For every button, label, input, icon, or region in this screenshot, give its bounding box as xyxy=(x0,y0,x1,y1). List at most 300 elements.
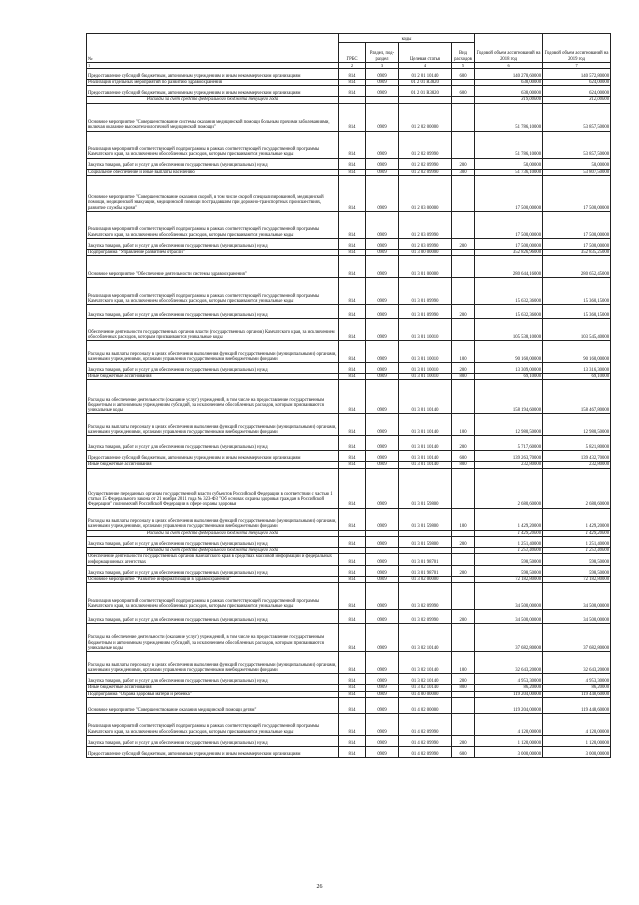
row-amount-2019: 34 500,00000 xyxy=(543,610,611,624)
row-grbs: 814 xyxy=(339,565,366,576)
row-target-article: 01 3 02 00000 xyxy=(399,576,452,582)
row-amount-2019: 17 500,00000 xyxy=(543,238,611,249)
year-2019-header: Годовой объем ассигнований на 2019 год xyxy=(543,34,611,63)
row-grbs: 814 xyxy=(339,583,366,610)
row-target-article: 01 3 02 10140 xyxy=(399,674,452,685)
table-row xyxy=(87,278,611,305)
row-expense-type: 200 xyxy=(452,436,475,451)
row-amount-2019: 15 360,15000 xyxy=(543,305,611,319)
table-row xyxy=(87,468,611,508)
row-expense-type: 200 xyxy=(452,610,475,624)
row-expense-type xyxy=(452,554,475,566)
row-section: 0909 xyxy=(366,583,399,610)
row-amount-2019: 598,50000 xyxy=(543,554,611,566)
row-expense-type: 200 xyxy=(452,537,475,548)
row-section: 0909 xyxy=(366,691,399,697)
row-section: 0909 xyxy=(366,69,399,80)
row-name: Основное мероприятие "Обеспечение деятельности системы здравоохранения" xyxy=(87,256,339,278)
row-section: 0909 xyxy=(366,624,399,652)
row-target-article: 01 4 00 00000 xyxy=(399,691,452,697)
row-grbs: 814 xyxy=(339,380,366,414)
table-row xyxy=(87,451,611,462)
row-amount-2018: 638,00000 xyxy=(475,86,543,97)
row-name: Расходы на выплаты персоналу в целях обеспечения выполнения функций государственными (муниципальными) органами, казенными учреждениями, органами управления государственными внебюджетными фондами xyxy=(87,508,339,530)
row-target-article: 01 3 01 10010 xyxy=(399,363,452,374)
row-expense-type: 600 xyxy=(452,746,475,757)
row-target-article: 01 3 01 59800 xyxy=(399,468,452,508)
row-target-article: 01 4 02 09990 xyxy=(399,746,452,757)
row-name: Основное мероприятие "Развитие информатизации в здравоохранении" xyxy=(87,576,339,582)
table-row xyxy=(87,380,611,414)
row-expense-type: 100 xyxy=(452,341,475,363)
row-amount-2019: 53 857,50000 xyxy=(543,103,611,131)
row-target-article: 01 3 00 00000 xyxy=(399,249,452,255)
row-target-article: 01 2 02 00000 xyxy=(399,103,452,131)
row-name: Закупка товаров, работ и услуг для обеспечения государственных (муниципальных) нужд xyxy=(87,735,339,746)
row-amount-2019: 598,50000 xyxy=(543,565,611,576)
row-section: 0909 xyxy=(366,158,399,169)
table-row xyxy=(87,80,611,86)
table-row xyxy=(87,713,611,735)
row-section: 0909 xyxy=(366,380,399,414)
row-name: Расходы на выплаты персоналу в целях обеспечения выполнения функций государственными (муниципальными) органами, казенными учреждениями, органами управления государственными внебюджетными фондами xyxy=(87,414,339,436)
row-grbs: 814 xyxy=(339,508,366,530)
table-row xyxy=(87,537,611,548)
row-name: Обеспечение деятельности государственных органов Камчатского края в средствах массовой информации и федеральных информационных агентствах xyxy=(87,554,339,566)
row-target-article: 01 2 02 09990 xyxy=(399,131,452,158)
row-amount-2019: 90 160,00000 xyxy=(543,341,611,363)
row-target-article: 01 3 01 10140 xyxy=(399,414,452,436)
row-name: Расходы за счет средств федерального бюджета текущего года xyxy=(87,548,339,554)
row-name: Реализация мероприятий соответствующей подпрограммы в рамках соответствующей государственной программы Камчатского края, за исключением обособленных расходов, которым присваиваются уникальные коды xyxy=(87,131,339,158)
row-amount-2019: 158 467,80000 xyxy=(543,380,611,414)
row-section: 0909 xyxy=(366,249,399,255)
row-amount-2018: 17 500,00000 xyxy=(475,238,543,249)
column-index: 7 xyxy=(543,63,611,69)
row-expense-type: 600 xyxy=(452,451,475,462)
row-amount-2019: 86,20000 xyxy=(543,685,611,691)
row-target-article: 01 4 02 00000 xyxy=(399,697,452,713)
row-amount-2018: 2 680,60000 xyxy=(475,468,543,508)
table-row xyxy=(87,238,611,249)
row-section: 0909 xyxy=(366,211,399,238)
row-amount-2019: 13 316,30000 xyxy=(543,363,611,374)
row-name: Расходы на выплаты персоналу в целях обеспечения выполнения функций государственными (муниципальными) органами, казенными учреждениями, органами управления государственными внебюджетными фондами xyxy=(87,652,339,674)
row-grbs: 814 xyxy=(339,468,366,508)
row-amount-2019: 1 251,40000 xyxy=(543,548,611,554)
row-name: Осуществление переданных органам государственной власти субъектов Российской Федерации в соответствии с частью 1 статьи 15 Федерального закона от 21 ноября 2011 года № 323-ФЗ "Об основах охраны здоровья граждан в Российской Федерации" полномочий Российской Федерации в сфере охраны здоровья xyxy=(87,468,339,508)
row-target-article: 01 2 03 09990 xyxy=(399,211,452,238)
row-section: 0909 xyxy=(366,451,399,462)
row-expense-type: 200 xyxy=(452,305,475,319)
row-amount-2019: 50,00000 xyxy=(543,158,611,169)
row-grbs: 814 xyxy=(339,86,366,97)
row-section: 0909 xyxy=(366,468,399,508)
row-section: 0909 xyxy=(366,537,399,548)
row-expense-type: 200 xyxy=(452,238,475,249)
row-name: Закупка товаров, работ и услуг для обеспечения государственных (муниципальных) нужд xyxy=(87,565,339,576)
row-expense-type: 600 xyxy=(452,69,475,80)
column-index: 1 xyxy=(87,63,339,69)
row-target-article: 01 3 01 10140 xyxy=(399,462,452,468)
row-grbs: 814 xyxy=(339,713,366,735)
row-target-article: 01 3 02 09990 xyxy=(399,583,452,610)
row-expense-type xyxy=(452,103,475,131)
row-amount-2018: 598,50000 xyxy=(475,565,543,576)
row-amount-2018: 1 251,40000 xyxy=(475,548,543,554)
grbs-header: ГРБС xyxy=(339,43,366,63)
row-expense-type xyxy=(452,380,475,414)
table-row xyxy=(87,363,611,374)
row-grbs: 814 xyxy=(339,158,366,169)
column-index: 2 xyxy=(339,63,366,69)
row-amount-2018: 37 682,80000 xyxy=(475,624,543,652)
table-row xyxy=(87,305,611,319)
row-grbs: 814 xyxy=(339,211,366,238)
row-amount-2018: 1 429,20000 xyxy=(475,530,543,536)
row-name: Предоставление субсидий бюджетным, автономным учреждениям и иным некоммерческим организациям xyxy=(87,86,339,97)
row-target-article: 01 4 02 09990 xyxy=(399,713,452,735)
row-section: 0909 xyxy=(366,363,399,374)
row-expense-type xyxy=(452,583,475,610)
row-amount-2018: 1 120,00000 xyxy=(475,735,543,746)
table-row xyxy=(87,624,611,652)
row-section: 0909 xyxy=(366,652,399,674)
row-amount-2018: 352 826,96000 xyxy=(475,249,543,255)
row-amount-2018: 32 643,20000 xyxy=(475,652,543,674)
row-name: Закупка товаров, работ и услуг для обеспечения государственных (муниципальных) нужд xyxy=(87,363,339,374)
row-target-article: 01 3 01 10140 xyxy=(399,380,452,414)
row-amount-2018: 72 182,80000 xyxy=(475,576,543,582)
row-section: 0909 xyxy=(366,685,399,691)
row-name: Реализация отдельных мероприятий по развитию здравоохранения xyxy=(87,80,339,86)
row-grbs: 814 xyxy=(339,169,366,175)
row-name: Реализация мероприятий соответствующей подпрограммы в рамках соответствующей государственной программы Камчатского края, за исключением обособленных расходов, которым присваиваются уникальные коды xyxy=(87,713,339,735)
row-name: Закупка товаров, работ и услуг для обеспечения государственных (муниципальных) нужд xyxy=(87,238,339,249)
row-amount-2019: 32 643,20000 xyxy=(543,652,611,674)
row-grbs: 814 xyxy=(339,363,366,374)
row-name: Закупка товаров, работ и услуг для обеспечения государственных (муниципальных) нужд xyxy=(87,436,339,451)
row-name: Иные бюджетные ассигнования xyxy=(87,374,339,380)
table-row xyxy=(87,211,611,238)
row-name: Закупка товаров, работ и услуг для обеспечения государственных (муниципальных) нужд xyxy=(87,610,339,624)
row-target-article: 01 3 01 10010 xyxy=(399,341,452,363)
row-grbs: 814 xyxy=(339,554,366,566)
row-name: Обеспечение деятельности государственных органов власти (государственных органов) Камчатского края, за исключением обособленных расходов, которым присваиваются уникальные коды xyxy=(87,319,339,341)
row-amount-2019: 2 680,60000 xyxy=(543,468,611,508)
row-amount-2018: 638,00000 xyxy=(475,80,543,86)
row-amount-2018: 319,00000 xyxy=(475,97,543,103)
page-number: 26 xyxy=(316,884,323,890)
table-row xyxy=(87,175,611,211)
row-target-article: 01 2 01 R3820 xyxy=(399,80,452,86)
row-name: Предоставление субсидий бюджетным, автономным учреждениям и иным некоммерческим организациям xyxy=(87,451,339,462)
row-section: 0909 xyxy=(366,103,399,131)
row-target-article: 01 3 01 10140 xyxy=(399,436,452,451)
row-section: 0909 xyxy=(366,554,399,566)
row-name: Подпрограмма "Охрана здоровья матери и ребенка" xyxy=(87,691,339,697)
row-amount-2019: 232,80000 xyxy=(543,462,611,468)
row-amount-2018: 280 644,16000 xyxy=(475,256,543,278)
row-expense-type: 300 xyxy=(452,169,475,175)
row-expense-type: 200 xyxy=(452,674,475,685)
row-grbs: 814 xyxy=(339,735,366,746)
table-row xyxy=(87,735,611,746)
table-row xyxy=(87,249,611,255)
row-target-article: 01 4 02 09990 xyxy=(399,735,452,746)
number-header: № xyxy=(87,34,339,63)
row-section: 0909 xyxy=(366,414,399,436)
row-amount-2018: 13 309,00000 xyxy=(475,363,543,374)
row-target-article: 01 3 01 10140 xyxy=(399,451,452,462)
column-index: 6 xyxy=(475,63,543,69)
row-section: 0909 xyxy=(366,697,399,713)
row-name: Иные бюджетные ассигнования xyxy=(87,685,339,691)
row-grbs: 814 xyxy=(339,69,366,80)
table-header xyxy=(87,34,611,69)
row-amount-2018: 34 500,00000 xyxy=(475,610,543,624)
row-target-article: 01 3 02 10140 xyxy=(399,652,452,674)
row-amount-2019: 312,00000 xyxy=(543,97,611,103)
row-amount-2018: 105 538,10000 xyxy=(475,319,543,341)
row-expense-type xyxy=(452,131,475,158)
row-name: Закупка товаров, работ и услуг для обеспечения государственных (муниципальных) нужд xyxy=(87,537,339,548)
row-name: Предоставление субсидий бюджетным, автономным учреждениям и иным некоммерческим организациям xyxy=(87,69,339,80)
table-row xyxy=(87,414,611,436)
row-amount-2019: 53 857,50000 xyxy=(543,131,611,158)
row-amount-2019: 17 500,00000 xyxy=(543,175,611,211)
row-expense-type xyxy=(452,697,475,713)
table-row xyxy=(87,131,611,158)
row-expense-type xyxy=(452,713,475,735)
row-grbs: 814 xyxy=(339,746,366,757)
row-grbs: 814 xyxy=(339,624,366,652)
budget-table xyxy=(86,33,611,758)
table-row xyxy=(87,341,611,363)
row-amount-2018: 4 120,00000 xyxy=(475,713,543,735)
row-grbs: 814 xyxy=(339,305,366,319)
row-grbs: 814 xyxy=(339,576,366,582)
row-section: 0909 xyxy=(366,436,399,451)
table-row xyxy=(87,697,611,713)
row-section: 0909 xyxy=(366,86,399,97)
table-row xyxy=(87,565,611,576)
row-amount-2018: 34 500,00000 xyxy=(475,583,543,610)
codes-header: коды xyxy=(339,34,475,43)
row-grbs: 814 xyxy=(339,256,366,278)
row-amount-2019: 5 821,80000 xyxy=(543,436,611,451)
row-amount-2019: 37 682,80000 xyxy=(543,624,611,652)
row-amount-2019: 4 953,30000 xyxy=(543,674,611,685)
row-grbs: 814 xyxy=(339,537,366,548)
row-section: 0909 xyxy=(366,305,399,319)
row-amount-2019: 139 432,70000 xyxy=(543,451,611,462)
row-amount-2019: 72 182,80000 xyxy=(543,576,611,582)
row-amount-2018: 17 500,00000 xyxy=(475,211,543,238)
row-expense-type xyxy=(452,256,475,278)
row-amount-2019: 1 429,20000 xyxy=(543,530,611,536)
row-target-article: 01 3 02 09990 xyxy=(399,610,452,624)
row-amount-2018: 15 632,36000 xyxy=(475,278,543,305)
table-row xyxy=(87,158,611,169)
row-name: Расходы на обеспечение деятельности (оказание услуг) учреждений, в том числе на предоставление государственным бюджетным и автономным учреждениям субсидий, за исключением обособленных расходов, которым присваиваются уникальные коды xyxy=(87,624,339,652)
row-amount-2018: 139 263,70000 xyxy=(475,451,543,462)
table-row xyxy=(87,746,611,757)
row-target-article: 01 3 02 10140 xyxy=(399,685,452,691)
row-amount-2019: 624,00000 xyxy=(543,86,611,97)
row-name: Реализация мероприятий соответствующей подпрограммы в рамках соответствующей государственной программы Камчатского края, за исключением обособленных расходов, которым присваиваются уникальные коды xyxy=(87,583,339,610)
row-amount-2018: 17 500,00000 xyxy=(475,175,543,211)
row-grbs: 814 xyxy=(339,674,366,685)
row-target-article: 01 3 01 10010 xyxy=(399,374,452,380)
row-target-article: 01 3 01 00000 xyxy=(399,256,452,278)
row-name: Реализация мероприятий соответствующей подпрограммы в рамках соответствующей государственной программы Камчатского края, за исключением обособленных расходов, которым присваиваются уникальные коды xyxy=(87,211,339,238)
table-row xyxy=(87,583,611,610)
row-grbs: 814 xyxy=(339,341,366,363)
row-expense-type xyxy=(452,624,475,652)
target-article-header: Целевая статья xyxy=(399,43,452,63)
row-section: 0909 xyxy=(366,674,399,685)
row-grbs: 814 xyxy=(339,249,366,255)
row-amount-2018: 12 980,50000 xyxy=(475,414,543,436)
row-amount-2018: 51 736,10000 xyxy=(475,169,543,175)
row-name: Закупка товаров, работ и услуг для обеспечения государственных (муниципальных) нужд xyxy=(87,674,339,685)
row-name: Реализация мероприятий соответствующей подпрограммы в рамках соответствующей государственной программы Камчатского края, за исключением обособленных расходов, которым присваиваются уникальные коды xyxy=(87,278,339,305)
row-section: 0909 xyxy=(366,462,399,468)
row-amount-2019: 4 120,00000 xyxy=(543,713,611,735)
row-amount-2018: 119 204,00000 xyxy=(475,697,543,713)
row-section: 0909 xyxy=(366,256,399,278)
row-amount-2018: 69,10000 xyxy=(475,374,543,380)
row-section: 0909 xyxy=(366,735,399,746)
row-expense-type xyxy=(452,175,475,211)
row-grbs: 814 xyxy=(339,175,366,211)
row-section: 0909 xyxy=(366,713,399,735)
row-amount-2018: 1 429,20000 xyxy=(475,508,543,530)
expense-type-header: Вид расходов xyxy=(452,43,475,63)
row-amount-2018: 119 204,00000 xyxy=(475,691,543,697)
row-grbs: 814 xyxy=(339,278,366,305)
row-grbs: 814 xyxy=(339,610,366,624)
table-body xyxy=(87,69,611,758)
row-grbs: 814 xyxy=(339,414,366,436)
row-amount-2018: 232,80000 xyxy=(475,462,543,468)
row-grbs: 814 xyxy=(339,374,366,380)
row-grbs: 814 xyxy=(339,652,366,674)
row-amount-2019: 3 000,00000 xyxy=(543,746,611,757)
row-section: 0909 xyxy=(366,374,399,380)
row-target-article: 01 3 01 59800 xyxy=(399,537,452,548)
row-amount-2019: 69,10000 xyxy=(543,374,611,380)
row-target-article: 01 3 02 10140 xyxy=(399,624,452,652)
row-amount-2018: 140 278,60000 xyxy=(475,69,543,80)
row-expense-type: 800 xyxy=(452,462,475,468)
row-amount-2018: 5 717,60000 xyxy=(475,436,543,451)
row-amount-2018: 90 160,00000 xyxy=(475,341,543,363)
row-expense-type: 200 xyxy=(452,158,475,169)
table-row xyxy=(87,652,611,674)
row-expense-type xyxy=(452,468,475,508)
row-target-article: 01 3 01 98701 xyxy=(399,565,452,576)
row-section: 0909 xyxy=(366,576,399,582)
table-row xyxy=(87,674,611,685)
table-row xyxy=(87,103,611,131)
row-grbs: 814 xyxy=(339,103,366,131)
row-section: 0909 xyxy=(366,610,399,624)
row-section: 0909 xyxy=(366,175,399,211)
row-name: Основное мероприятие "Совершенствование системы оказания медицинской помощи больным прочими заболеваниями, включая оказание высокотехнологичной медицинской помощи" xyxy=(87,103,339,131)
row-grbs: 814 xyxy=(339,685,366,691)
row-target-article: 01 2 01 10140 xyxy=(399,69,452,80)
row-amount-2019: 140 572,80000 xyxy=(543,69,611,80)
row-amount-2019: 1 251,40000 xyxy=(543,537,611,548)
row-expense-type: 100 xyxy=(452,508,475,530)
row-expense-type: 200 xyxy=(452,363,475,374)
row-name: Основное мероприятие "Совершенствование оказания медицинской помощи детям" xyxy=(87,697,339,713)
row-grbs: 814 xyxy=(339,462,366,468)
row-target-article: 01 3 01 98701 xyxy=(399,554,452,566)
row-amount-2018: 158 194,60000 xyxy=(475,380,543,414)
row-grbs: 814 xyxy=(339,238,366,249)
row-expense-type: 200 xyxy=(452,735,475,746)
row-grbs: 814 xyxy=(339,451,366,462)
row-target-article: 01 2 03 00000 xyxy=(399,175,452,211)
row-name: Расходы на выплаты персоналу в целях обеспечения выполнения функций государственными (муниципальными) органами, казенными учреждениями, органами управления государственными внебюджетными фондами xyxy=(87,341,339,363)
row-target-article: 01 2 02 09990 xyxy=(399,158,452,169)
row-target-article: 01 3 01 09990 xyxy=(399,305,452,319)
row-target-article: 01 3 01 10010 xyxy=(399,319,452,341)
row-grbs: 814 xyxy=(339,691,366,697)
row-amount-2019: 34 500,00000 xyxy=(543,583,611,610)
row-name: Расходы на обеспечение деятельности (оказание услуг) учреждений, в том числе на предоставление государственным бюджетным и автономным учреждениям субсидий, за исключением обособленных расходов, которым присваиваются уникальные коды xyxy=(87,380,339,414)
row-expense-type: 600 xyxy=(452,86,475,97)
row-amount-2019: 352 835,25000 xyxy=(543,249,611,255)
row-section: 0909 xyxy=(366,238,399,249)
row-section: 0909 xyxy=(366,131,399,158)
row-amount-2019: 103 545,40000 xyxy=(543,319,611,341)
row-amount-2019: 15 360,15000 xyxy=(543,278,611,305)
table-row xyxy=(87,319,611,341)
table-row xyxy=(87,576,611,582)
row-grbs: 814 xyxy=(339,80,366,86)
row-name: Подпрограмма "Управление развитием отрасли" xyxy=(87,249,339,255)
row-amount-2019: 280 652,45000 xyxy=(543,256,611,278)
table-row xyxy=(87,436,611,451)
row-expense-type xyxy=(452,319,475,341)
row-expense-type: 200 xyxy=(452,565,475,576)
row-name: Расходы за счет средств федерального бюджета текущего года xyxy=(87,97,339,103)
row-expense-type xyxy=(452,211,475,238)
table-row xyxy=(87,610,611,624)
table-row xyxy=(87,256,611,278)
row-section: 0909 xyxy=(366,341,399,363)
row-grbs: 814 xyxy=(339,697,366,713)
row-target-article: 01 3 01 59800 xyxy=(399,508,452,530)
row-amount-2019: 53 807,50000 xyxy=(543,169,611,175)
section-header: Раздел, под-раздел xyxy=(366,43,399,63)
row-target-article: 01 3 01 09990 xyxy=(399,278,452,305)
year-2018-header: Годовой объем ассигнований на 2018 год xyxy=(475,34,543,63)
row-section: 0909 xyxy=(366,508,399,530)
table-row xyxy=(87,86,611,97)
row-grbs: 814 xyxy=(339,319,366,341)
row-expense-type: 100 xyxy=(452,414,475,436)
table-row xyxy=(87,691,611,697)
row-amount-2019: 624,00000 xyxy=(543,80,611,86)
row-amount-2019: 119 448,60000 xyxy=(543,697,611,713)
row-amount-2018: 86,20000 xyxy=(475,685,543,691)
row-amount-2018: 51 786,10000 xyxy=(475,131,543,158)
